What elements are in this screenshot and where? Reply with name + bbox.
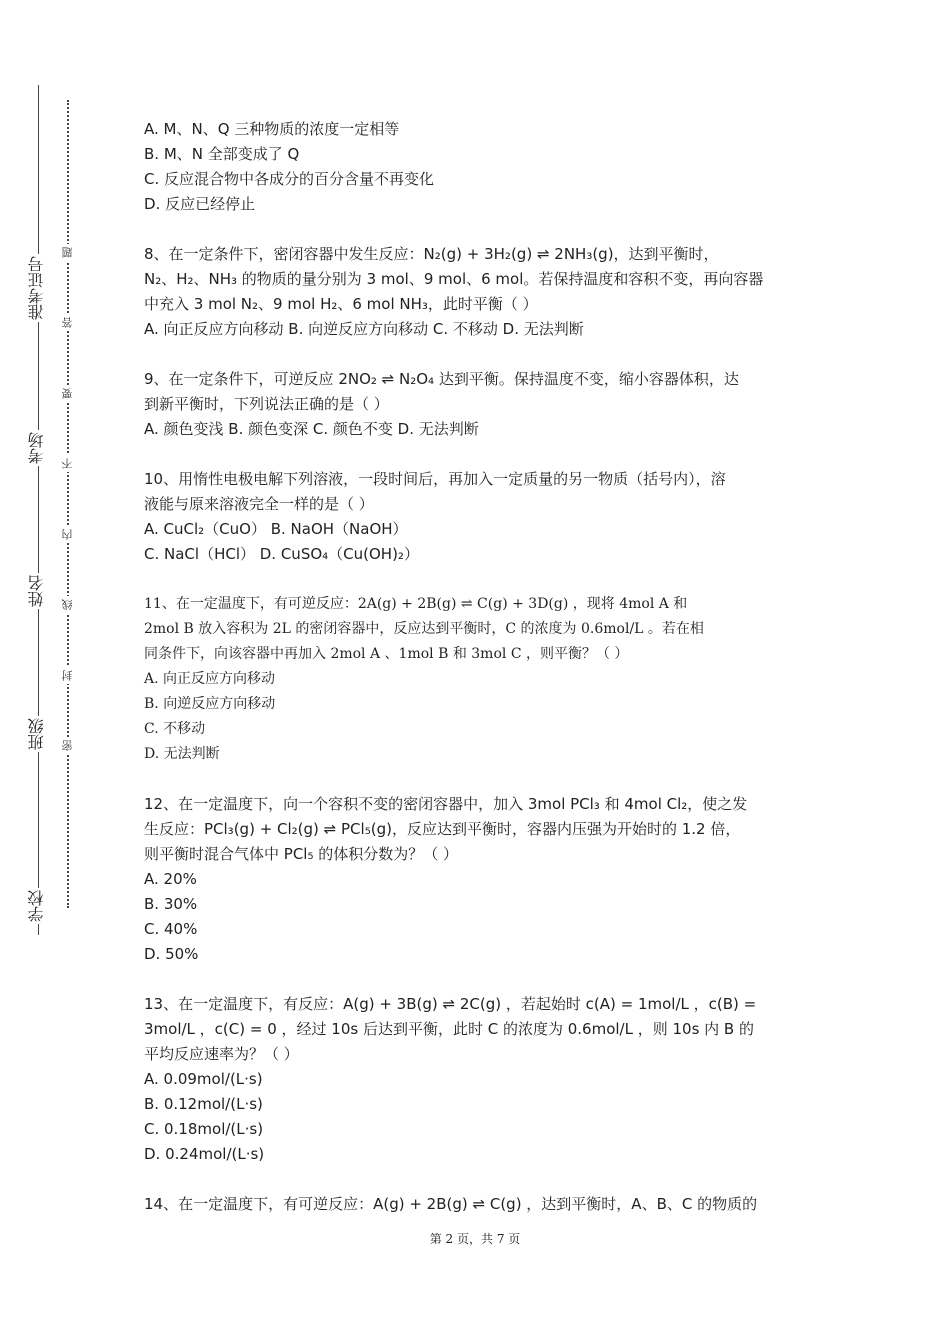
text-line: 2mol B 放入容积为 2L 的密闭容器中，反应达到平衡时，C 的浓度为 0.6mol/L 。若在相 — [144, 621, 704, 637]
blank-line — [144, 1167, 810, 1192]
blank-line — [144, 442, 810, 467]
blank-line — [144, 217, 810, 242]
text-line: 11、在一定温度下，有可逆反应：2A(g) + 2B(g) ⇌ C(g) + 3D(g) ，现将 4mol A 和 — [144, 596, 688, 612]
seal-char: 封 — [59, 667, 77, 684]
text-line: B. 向逆反应方向移动 — [144, 696, 276, 712]
field-name-label: 姓名 — [22, 573, 52, 609]
seal-char: 内 — [59, 526, 77, 543]
seal-char: 答 — [59, 314, 77, 331]
text-line: 到新平衡时，下列说法正确的是（ ） — [144, 395, 389, 413]
text-line: C. 40% — [144, 920, 198, 938]
text-line: D. 0.24mol/(L·s) — [144, 1145, 265, 1163]
text-line: A. 20% — [144, 870, 197, 888]
text-line: 3mol/L ，c(C) = 0 ，经过 10s 后达到平衡，此时 C 的浓度为 0.6mol/L ，则 10s 内 B 的 — [144, 1020, 754, 1038]
text-line: A. 颜色变浅 B. 颜色变深 C. 颜色不变 D. 无法判断 — [144, 420, 479, 438]
text-line: 13、在一定温度下，有反应：A(g) + 3B(g) ⇌ 2C(g) ，若起始时 c(A) = 1mol/L ，c(B) = — [144, 995, 757, 1013]
blank-line — [144, 967, 810, 992]
seal-char: 要 — [59, 385, 77, 402]
field-exam-number-label: 准考证号 — [22, 254, 52, 322]
question-content — [144, 117, 810, 1217]
text-line: C. NaCl（HCl） D. CuSO₄（Cu(OH)₂） — [144, 545, 419, 563]
blank-line — [144, 567, 810, 592]
field-school-label: 学校 — [22, 888, 52, 924]
text-line: A. M、N、Q 三种物质的浓度一定相等 — [144, 120, 400, 138]
text-line: D. 50% — [144, 945, 199, 963]
text-line: 14、在一定温度下，有可逆反应：A(g) + 2B(g) ⇌ C(g) ，达到平衡时，A、B、C 的物质的 — [144, 1195, 758, 1213]
text-line: C. 反应混合物中各成分的百分含量不再变化 — [144, 170, 435, 188]
field-exam-room-label: 考场 — [22, 430, 52, 466]
text-line: A. CuCl₂（CuO） B. NaOH（NaOH） — [144, 520, 408, 538]
blank-line — [144, 767, 810, 792]
binding-line — [38, 85, 39, 935]
text-line: A. 向正反应方向移动 — [144, 671, 276, 687]
seal-char: 线 — [59, 596, 77, 613]
text-line: B. M、N 全部变成了 Q — [144, 145, 300, 163]
text-line: D. 无法判断 — [144, 746, 220, 762]
text-line: 12、在一定温度下，向一个容积不变的密闭容器中，加入 3mol PCl₃ 和 4mol Cl₂，使之发 — [144, 795, 748, 813]
text-line: 中充入 3 mol N₂、9 mol H₂、6 mol NH₃，此时平衡（ ） — [144, 295, 538, 313]
text-line: 同条件下，向该容器中再加入 2mol A 、1mol B 和 3mol C ，则平衡？（ ） — [144, 646, 629, 662]
text-line: N₂、H₂、NH₃ 的物质的量分别为 3 mol、9 mol、6 mol。若保持温度和容积不变，再向容器 — [144, 270, 764, 288]
seal-char: 不 — [59, 455, 77, 472]
text-line: B. 30% — [144, 895, 198, 913]
page-number-footer: 第 2 页，共 7 页 — [429, 1232, 521, 1246]
field-class-label: 班级 — [22, 716, 52, 752]
text-line: 生反应：PCl₃(g) + Cl₂(g) ⇌ PCl₅(g)，反应达到平衡时，容器内压强为开始时的 1.2 倍， — [144, 820, 741, 838]
text-line: 则平衡时混合气体中 PCl₅ 的体积分数为？（ ） — [144, 845, 459, 863]
seal-char: 题 — [59, 244, 77, 261]
text-line: A. 向正反应方向移动 B. 向逆反应方向移动 C. 不移动 D. 无法判断 — [144, 320, 584, 338]
text-line: 8、在一定条件下，密闭容器中发生反应：N₂(g) + 3H₂(g) ⇌ 2NH₃(g)，达到平衡时， — [144, 245, 719, 263]
text-line: D. 反应已经停止 — [144, 195, 256, 213]
text-line: 平均反应速率为？（ ） — [144, 1045, 299, 1063]
blank-line — [144, 342, 810, 367]
text-line: A. 0.09mol/(L·s) — [144, 1070, 263, 1088]
text-line: C. 不移动 — [144, 721, 206, 737]
seal-dotted-line — [67, 100, 69, 908]
seal-char: 密 — [59, 737, 77, 754]
text-line: C. 0.18mol/(L·s) — [144, 1120, 264, 1138]
binding-margin — [0, 0, 100, 1344]
text-line: 液能与原来溶液完全一样的是（ ） — [144, 495, 374, 513]
text-line: 9、在一定条件下，可逆反应 2NO₂ ⇌ N₂O₄ 达到平衡。保持温度不变，缩小容器体积，达 — [144, 370, 739, 388]
text-line: 10、用惰性电极电解下列溶液，一段时间后，再加入一定质量的另一物质（括号内），溶 — [144, 470, 726, 488]
text-line: B. 0.12mol/(L·s) — [144, 1095, 263, 1113]
